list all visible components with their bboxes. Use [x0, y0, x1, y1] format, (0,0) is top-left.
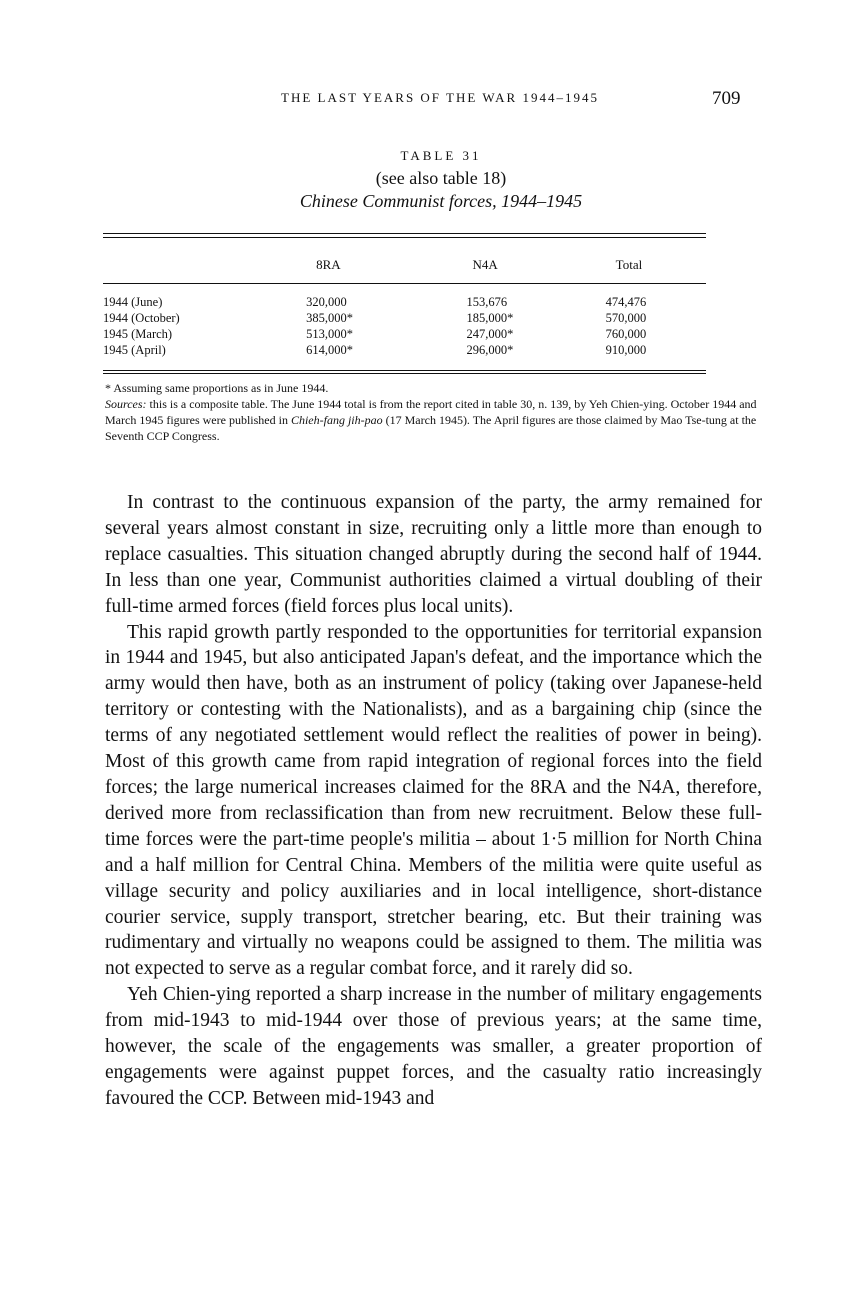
- table-top-rule: [103, 233, 706, 238]
- cell-n4a: 185,000*: [466, 311, 514, 325]
- table-subtitle: (see also table 18): [375, 168, 507, 188]
- page-number: 709: [712, 88, 741, 109]
- table-row: [103, 310, 706, 326]
- table-title: Chinese Communist forces, 1944–1945: [299, 191, 583, 211]
- sources-label: Sources:: [105, 397, 147, 411]
- cell-8ra: 320,000: [306, 295, 347, 309]
- row-label: 1944 (June): [103, 295, 163, 309]
- cell-n4a: 296,000*: [466, 343, 514, 357]
- cell-8ra: 614,000*: [306, 343, 353, 357]
- cell-total: 760,000: [605, 327, 647, 341]
- sources-publication: Chieh-fang jih-pao: [290, 413, 383, 427]
- cell-8ra: 513,000*: [306, 327, 353, 341]
- body-text: [105, 490, 762, 1112]
- column-header-n4a: N4A: [432, 243, 593, 284]
- table-bottom-rule-2: [103, 374, 706, 375]
- asterisk-note: * Assuming same proportions as in June 1944.: [105, 381, 329, 395]
- table-row: [103, 342, 706, 371]
- table-header-row: [103, 243, 706, 284]
- forces-table: [103, 227, 706, 374]
- cell-n4a: 247,000*: [466, 327, 514, 341]
- paragraph: Yeh Chien-ying reported a sharp increase in the number of military engagements from mid-1943 to mid-1944 over those of previous years; at the same time, however, the scale of the engagements was smaller, a greater proportion of engagements were against puppet forces, and the casualty ratio increasingly favoured the CCP. Between mid-1943 and: [105, 984, 762, 1109]
- cell-total: 910,000: [605, 343, 647, 357]
- cell-8ra: 385,000*: [306, 311, 353, 325]
- sources-text: this is a composite table. The June 1944 total is from the report cited in table 30, n. 139, by Yeh Chien-ying. October 1944 and March 1945 figures were published in: [105, 397, 757, 427]
- cell-total: 474,476: [605, 295, 647, 309]
- paragraph: In contrast to the continuous expansion of the party, the army remained for several years almost constant in size, recruiting only a little more than enough to replace casualties. This situation changed abruptly during the second half of 1944. In less than one year, Communist authorities claimed a virtual doubling of their full-time armed forces (field forces plus local units).: [105, 492, 762, 617]
- sources-tail: (17 March 1945). The April figures are those claimed by Mao Tse-tung at the Seventh CCP Congress.: [105, 413, 757, 443]
- cell-total: 570,000: [605, 311, 647, 325]
- cell-n4a: 153,676: [466, 295, 508, 309]
- sources-note: [105, 396, 765, 444]
- row-label: 1944 (October): [103, 311, 180, 325]
- table-row: [103, 326, 706, 342]
- paragraph: This rapid growth partly responded to the opportunities for territorial expansion in 1944 and 1945, but also anticipated Japan's defeat, and the importance which the army would then have, both as an instrument of policy (taking over Japanese-held territory or contesting with the Nationalists), and as a bargaining chip (since the terms of any negotiated settlement would reflect the realities of power in being). Most of this growth came from rapid integration of regional forces into the field forces; the large numerical increases claimed for the 8RA and the N4A, therefore, derived more from reclassification than from new recruitment. Below these full-time forces were the part-time people's militia – about 1·5 million for North China and a half million for Central China. Members of the militia were quite useful as village security and policy auxiliaries and in local intelligence, short-distance courier service, supply transport, stretcher bearing, etc. But their training was rudimentary and virtually no weapons could be assigned to them. The militia was not expected to serve as a regular combat force, and it rarely did so.: [105, 621, 762, 980]
- table-row: [103, 284, 706, 311]
- row-label: 1945 (April): [103, 343, 166, 357]
- row-label: 1945 (March): [103, 327, 173, 341]
- table-notes: [105, 380, 765, 444]
- table-number: TABLE 31: [400, 148, 482, 163]
- column-header-label: [103, 243, 276, 284]
- running-head: THE LAST YEARS OF THE WAR 1944–1945: [281, 90, 599, 105]
- column-header-total: Total: [594, 243, 706, 284]
- table-caption: [118, 148, 764, 212]
- column-header-8ra: 8RA: [276, 243, 432, 284]
